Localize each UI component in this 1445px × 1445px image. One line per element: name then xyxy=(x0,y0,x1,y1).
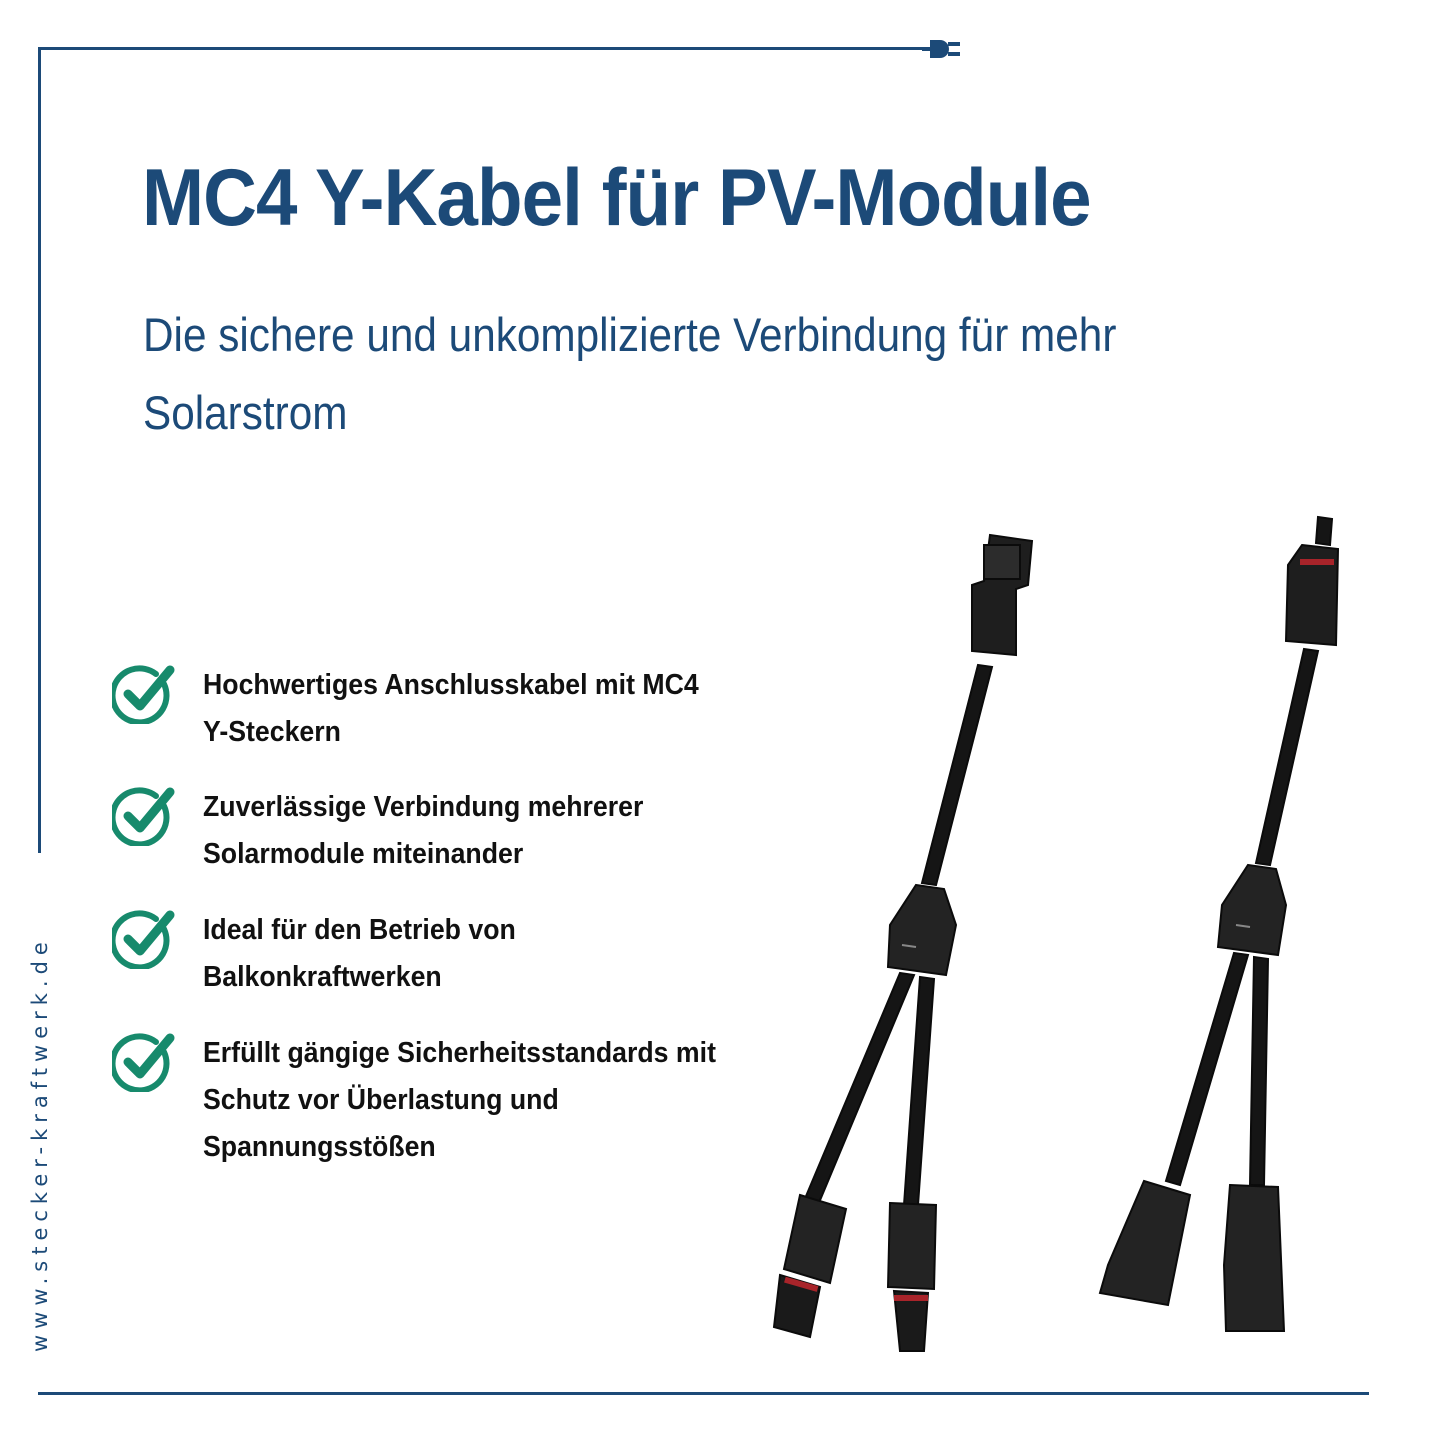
website-url: www.stecker-kraftwerk.de xyxy=(28,936,52,1352)
feature-text: Erfüllt gängige Sicherheitsstandards mit Schutz vor Überlastung und Spannungsstößen xyxy=(203,1037,716,1163)
y-cable-right xyxy=(1100,517,1338,1331)
feature-text: Hochwertiges Anschlusskabel mit MC4 Y-Steckern xyxy=(203,669,699,748)
frame-left-line xyxy=(38,47,41,853)
plug-icon xyxy=(922,36,962,62)
check-circle-icon xyxy=(112,1032,176,1092)
check-circle-icon xyxy=(112,786,176,846)
frame-bottom-line xyxy=(38,1392,1369,1395)
mc4-y-cable-pair-image xyxy=(740,505,1380,1355)
page-subtitle: Die sichere und unkomplizierte Verbindung für mehr Solarstrom xyxy=(143,308,1117,439)
feature-text: Zuverlässige Verbindung mehrerer Solarmodule miteinander xyxy=(203,791,644,870)
page-title: MC4 Y-Kabel für PV-Module xyxy=(142,153,1091,243)
check-circle-icon xyxy=(112,664,176,724)
frame-top-line xyxy=(38,47,930,50)
check-circle-icon xyxy=(112,909,176,969)
y-cable-left xyxy=(774,535,1032,1351)
feature-text: Ideal für den Betrieb von Balkonkraftwerken xyxy=(203,914,516,993)
